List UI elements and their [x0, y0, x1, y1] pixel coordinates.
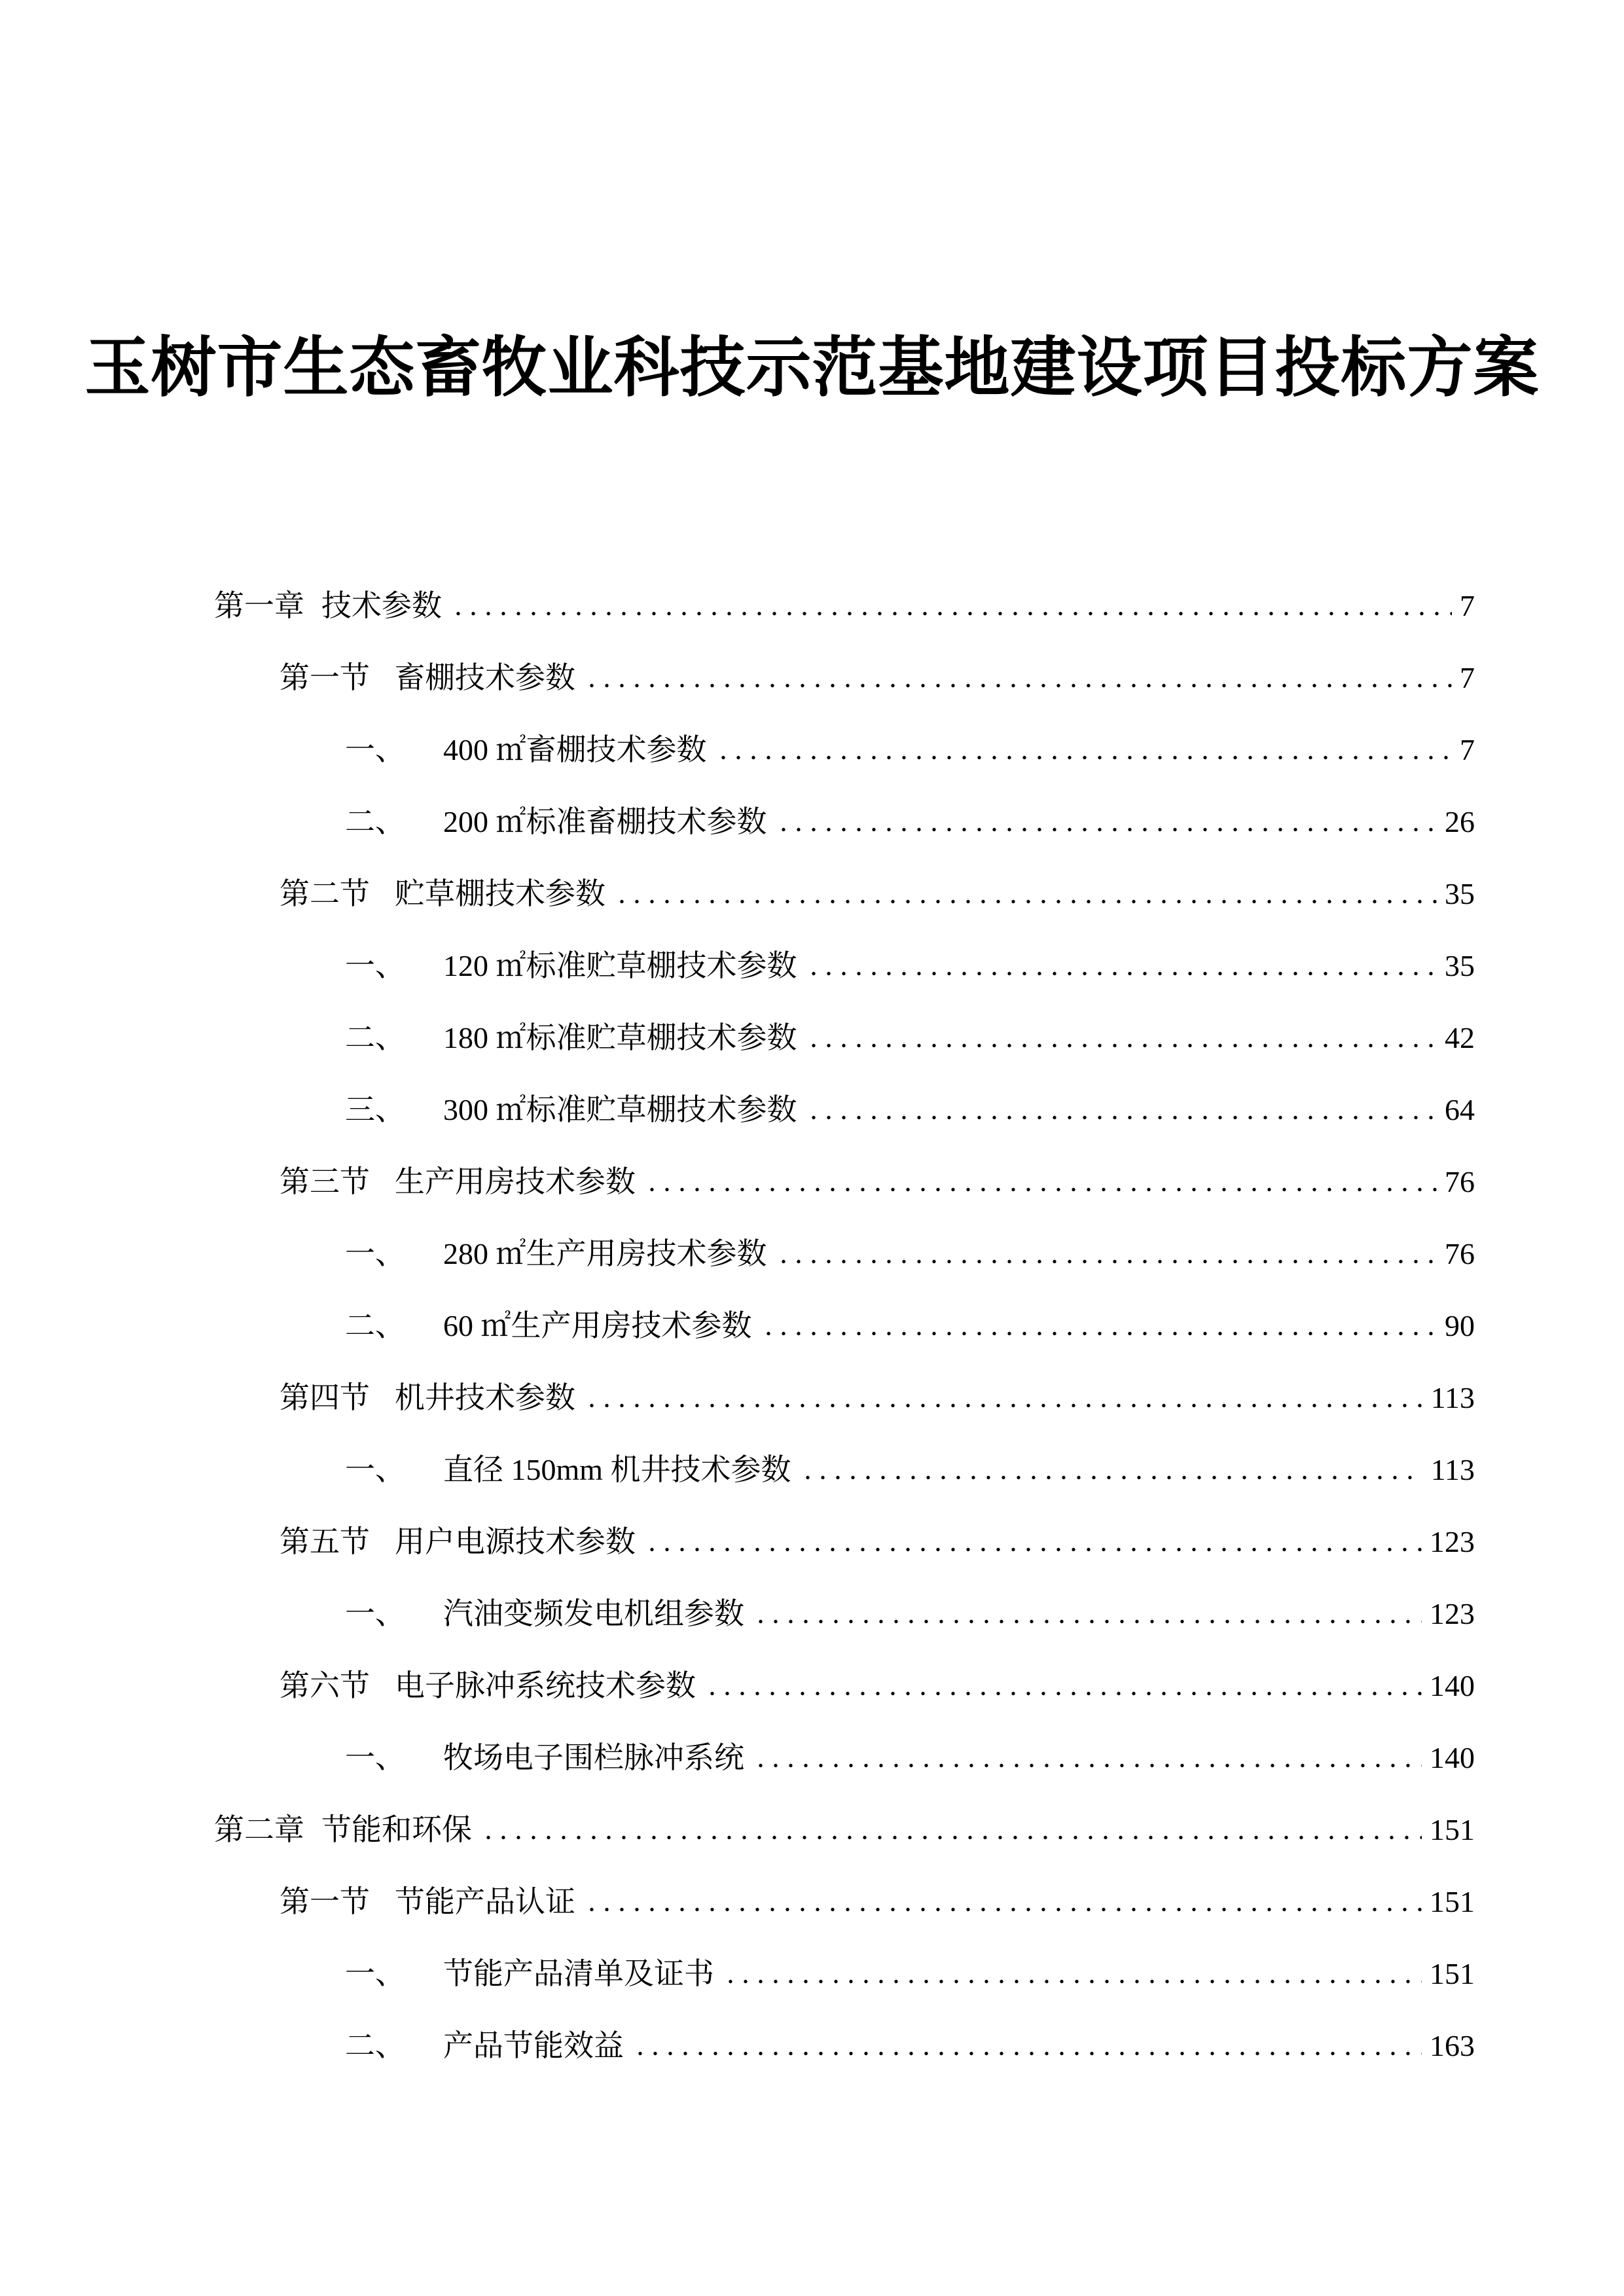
toc-entry-title: 牧场电子围栏脉冲系统 — [443, 1741, 744, 1774]
toc-entry-number: 一、 — [345, 1957, 405, 1990]
toc-entry[interactable] — [0, 1362, 1624, 1434]
toc-entry-number: 二、 — [345, 1309, 405, 1342]
toc-dot-leader — [615, 899, 1437, 904]
toc-entry-title: 节能产品认证 — [395, 1885, 575, 1918]
toc-dot-leader — [645, 1547, 1422, 1552]
toc-entry-title: 60 ㎡生产用房技术参数 — [443, 1309, 752, 1342]
toc-entry[interactable] — [0, 786, 1624, 858]
toc-dot-leader — [585, 1907, 1422, 1912]
toc-page-number: 140 — [1430, 1741, 1475, 1774]
toc-entry-title: 技术参数 — [321, 589, 442, 622]
toc-dot-leader — [481, 1835, 1422, 1840]
toc-entry-title: 200 ㎡标准畜棚技术参数 — [443, 805, 767, 838]
toc-page-number: 90 — [1445, 1309, 1475, 1342]
toc-dot-leader — [806, 1115, 1437, 1120]
toc-entry[interactable] — [0, 2010, 1624, 2082]
toc-page-number: 76 — [1445, 1237, 1475, 1270]
toc-entry-title: 机井技术参数 — [395, 1381, 575, 1414]
toc-dot-leader — [645, 1187, 1437, 1192]
toc-page-number: 163 — [1430, 2029, 1475, 2062]
toc-entry[interactable] — [0, 1434, 1624, 1506]
document-title: 玉树市生态畜牧业科技示范基地建设项目投标方案 — [84, 332, 1540, 404]
toc-entry-number: 一、 — [345, 949, 405, 982]
toc-dot-leader — [716, 755, 1453, 760]
toc-entry-number: 第五节 — [280, 1525, 370, 1558]
toc-page-number: 35 — [1445, 949, 1475, 982]
toc-page-number: 123 — [1430, 1525, 1475, 1558]
toc-page-number: 113 — [1430, 1453, 1475, 1486]
toc-page-number: 42 — [1445, 1021, 1475, 1054]
toc-entry-number: 二、 — [345, 1021, 405, 1054]
toc-entry-title: 贮草棚技术参数 — [395, 877, 605, 910]
toc-entry[interactable] — [0, 570, 1624, 642]
toc-page-number: 7 — [1460, 589, 1475, 622]
toc-page-number: 140 — [1430, 1669, 1475, 1702]
toc-page-number: 64 — [1445, 1093, 1475, 1126]
toc-dot-leader — [761, 1331, 1437, 1336]
toc-entry-number: 第四节 — [280, 1381, 370, 1414]
toc-entry-number: 一、 — [345, 733, 405, 766]
toc-dot-leader — [633, 2051, 1422, 2056]
toc-entry[interactable] — [0, 1290, 1624, 1362]
toc-dot-leader — [801, 1475, 1423, 1480]
toc-entry-title: 280 ㎡生产用房技术参数 — [443, 1237, 767, 1270]
toc-entry[interactable] — [0, 1146, 1624, 1218]
toc-entry[interactable] — [0, 930, 1624, 1002]
toc-entry-title: 300 ㎡标准贮草棚技术参数 — [443, 1093, 797, 1126]
toc-entry[interactable] — [0, 1002, 1624, 1074]
toc-dot-leader — [776, 827, 1437, 832]
toc-entry-number: 一、 — [345, 1741, 405, 1774]
toc-dot-leader — [806, 971, 1437, 976]
toc-dot-leader — [705, 1691, 1422, 1696]
toc-entry-number: 第二节 — [280, 877, 370, 910]
toc-entry-title: 节能产品清单及证书 — [443, 1957, 714, 1990]
toc-entry-number: 第六节 — [280, 1669, 370, 1702]
toc-entry-title: 180 ㎡标准贮草棚技术参数 — [443, 1021, 797, 1054]
toc-entry-title: 120 ㎡标准贮草棚技术参数 — [443, 949, 797, 982]
toc-entry-number: 一、 — [345, 1597, 405, 1630]
toc-entry[interactable] — [0, 714, 1624, 786]
toc-page-number: 123 — [1430, 1597, 1475, 1630]
toc-dot-leader — [723, 1979, 1422, 1984]
toc-entry-title: 生产用房技术参数 — [395, 1165, 636, 1198]
toc-page-number: 151 — [1430, 1813, 1475, 1846]
toc-entry-number: 一、 — [345, 1237, 405, 1270]
toc-page-number: 76 — [1445, 1165, 1475, 1198]
toc-entry-title: 节能和环保 — [321, 1813, 472, 1846]
toc-entry-title: 畜棚技术参数 — [395, 661, 575, 694]
toc-entry-title: 用户电源技术参数 — [395, 1525, 636, 1558]
toc-entry-title: 400 ㎡畜棚技术参数 — [443, 733, 707, 766]
toc-page-number: 35 — [1445, 877, 1475, 910]
toc-dot-leader — [753, 1763, 1422, 1768]
toc-entry-title: 产品节能效益 — [443, 2029, 624, 2062]
toc-entry-number: 一、 — [345, 1453, 405, 1486]
toc-page-number: 151 — [1430, 1957, 1475, 1990]
toc-dot-leader — [585, 683, 1452, 688]
toc-entry-number: 第三节 — [280, 1165, 370, 1198]
toc-dot-leader — [806, 1043, 1437, 1048]
toc-entry-number: 第一章 — [214, 589, 304, 622]
table-of-contents — [0, 570, 1624, 2082]
toc-dot-leader — [776, 1259, 1437, 1264]
toc-entry[interactable] — [0, 1866, 1624, 1938]
toc-entry[interactable] — [0, 1218, 1624, 1290]
toc-page-number: 26 — [1445, 805, 1475, 838]
toc-dot-leader — [585, 1403, 1423, 1408]
toc-dot-leader — [451, 611, 1452, 616]
toc-page-number: 151 — [1430, 1885, 1475, 1918]
toc-entry-number: 三、 — [345, 1093, 405, 1126]
toc-entry-title: 直径 150mm 机井技术参数 — [443, 1453, 791, 1486]
toc-entry[interactable] — [0, 858, 1624, 930]
toc-entry[interactable] — [0, 1938, 1624, 2010]
toc-entry[interactable] — [0, 1722, 1624, 1794]
toc-page-number: 7 — [1460, 661, 1475, 694]
toc-entry[interactable] — [0, 1578, 1624, 1650]
toc-entry-title: 电子脉冲系统技术参数 — [395, 1669, 696, 1702]
toc-entry[interactable] — [0, 1794, 1624, 1866]
toc-entry-number: 第一节 — [280, 661, 370, 694]
toc-entry-number: 第一节 — [280, 1885, 370, 1918]
toc-page-number: 113 — [1430, 1381, 1475, 1414]
toc-entry[interactable] — [0, 1074, 1624, 1146]
toc-page-number: 7 — [1460, 733, 1475, 766]
toc-entry[interactable] — [0, 1506, 1624, 1578]
toc-entry-number: 二、 — [345, 805, 405, 838]
toc-entry-title: 汽油变频发电机组参数 — [443, 1597, 744, 1630]
toc-dot-leader — [753, 1619, 1422, 1624]
toc-entry[interactable] — [0, 1650, 1624, 1722]
toc-entry[interactable] — [0, 642, 1624, 714]
toc-entry-number: 第二章 — [214, 1813, 304, 1846]
toc-entry-number: 二、 — [345, 2029, 405, 2062]
